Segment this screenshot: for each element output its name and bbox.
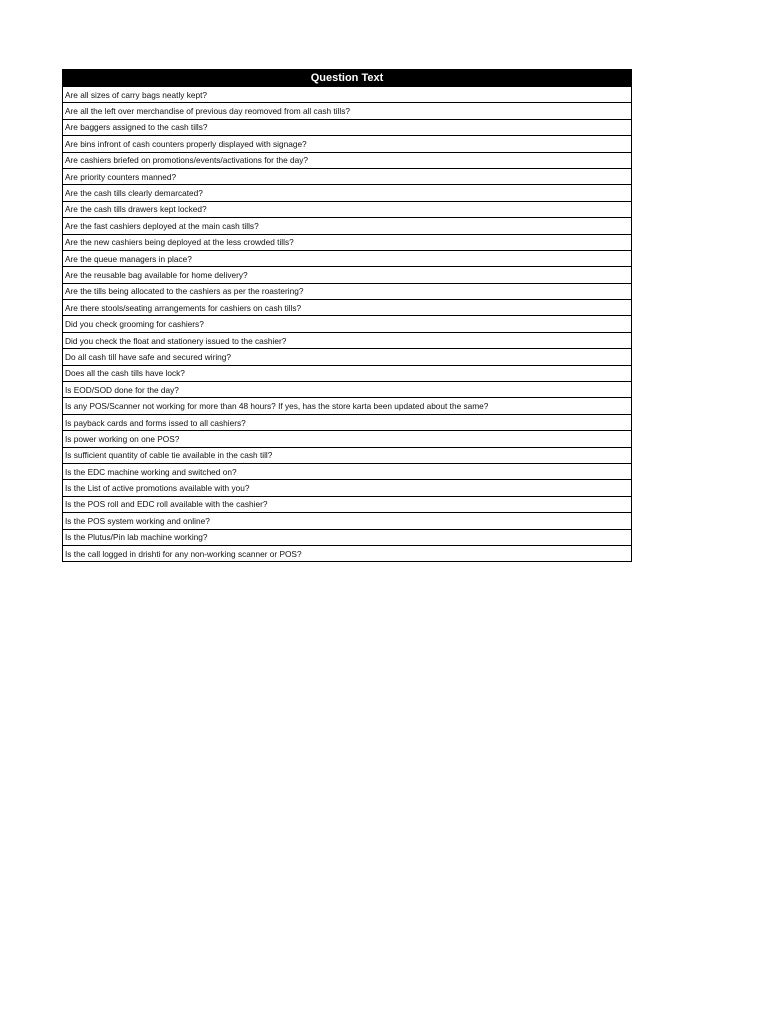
column-header-question-text: Question Text [63,70,632,87]
table-row [63,513,632,529]
question-cell: Do all cash till have safe and secured wiring? [63,349,632,365]
table-row [63,316,632,332]
table-row [63,103,632,119]
table-row [63,250,632,266]
table-row [63,545,632,561]
question-cell: Are baggers assigned to the cash tills? [63,119,632,135]
table-row [63,414,632,430]
question-cell: Are the fast cashiers deployed at the main cash tills? [63,218,632,234]
question-cell: Are the new cashiers being deployed at the less crowded tills? [63,234,632,250]
table-row [63,152,632,168]
question-cell: Did you check grooming for cashiers? [63,316,632,332]
table-row [63,349,632,365]
question-cell: Are all sizes of carry bags neatly kept? [63,87,632,103]
table-row [63,463,632,479]
question-cell: Are priority counters manned? [63,168,632,184]
table-row [63,365,632,381]
question-cell: Are all the left over merchandise of previous day reomoved from all cash tills? [63,103,632,119]
table-row [63,267,632,283]
table-row [63,382,632,398]
question-cell: Are cashiers briefed on promotions/events/activations for the day? [63,152,632,168]
question-cell: Are the tills being allocated to the cashiers as per the roastering? [63,283,632,299]
table-header-row [63,70,632,87]
table-row [63,283,632,299]
table-row [63,332,632,348]
table-row [63,119,632,135]
question-table [62,69,632,562]
question-cell: Are the cash tills drawers kept locked? [63,201,632,217]
table-row [63,234,632,250]
table-row [63,201,632,217]
question-cell: Are the queue managers in place? [63,250,632,266]
table-row [63,218,632,234]
table-row [63,87,632,103]
table-row [63,447,632,463]
question-cell: Did you check the float and stationery issued to the cashier? [63,332,632,348]
question-cell: Is the EDC machine working and switched on? [63,463,632,479]
table-row [63,480,632,496]
table-row [63,398,632,414]
question-cell: Is the Plutus/Pin lab machine working? [63,529,632,545]
question-cell: Is any POS/Scanner not working for more than 48 hours? If yes, has the store karta been updated about the same? [63,398,632,414]
question-cell: Are bins infront of cash counters properly displayed with signage? [63,136,632,152]
question-cell: Is the call logged in drishti for any non-working scanner or POS? [63,545,632,561]
question-cell: Is the POS system working and online? [63,513,632,529]
question-cell: Is EOD/SOD done for the day? [63,382,632,398]
table-row [63,168,632,184]
table-row [63,185,632,201]
question-cell: Is sufficient quantity of cable tie available in the cash till? [63,447,632,463]
question-cell: Are the reusable bag available for home delivery? [63,267,632,283]
table-row [63,496,632,512]
question-cell: Are the cash tills clearly demarcated? [63,185,632,201]
question-cell: Is the POS roll and EDC roll available with the cashier? [63,496,632,512]
table-row [63,529,632,545]
question-cell: Is the List of active promotions available with you? [63,480,632,496]
table-row [63,136,632,152]
question-cell: Is power working on one POS? [63,431,632,447]
question-cell: Is payback cards and forms issed to all cashiers? [63,414,632,430]
table-row [63,300,632,316]
question-cell: Are there stools/seating arrangements for cashiers on cash tills? [63,300,632,316]
question-cell: Does all the cash tills have lock? [63,365,632,381]
table-row [63,431,632,447]
